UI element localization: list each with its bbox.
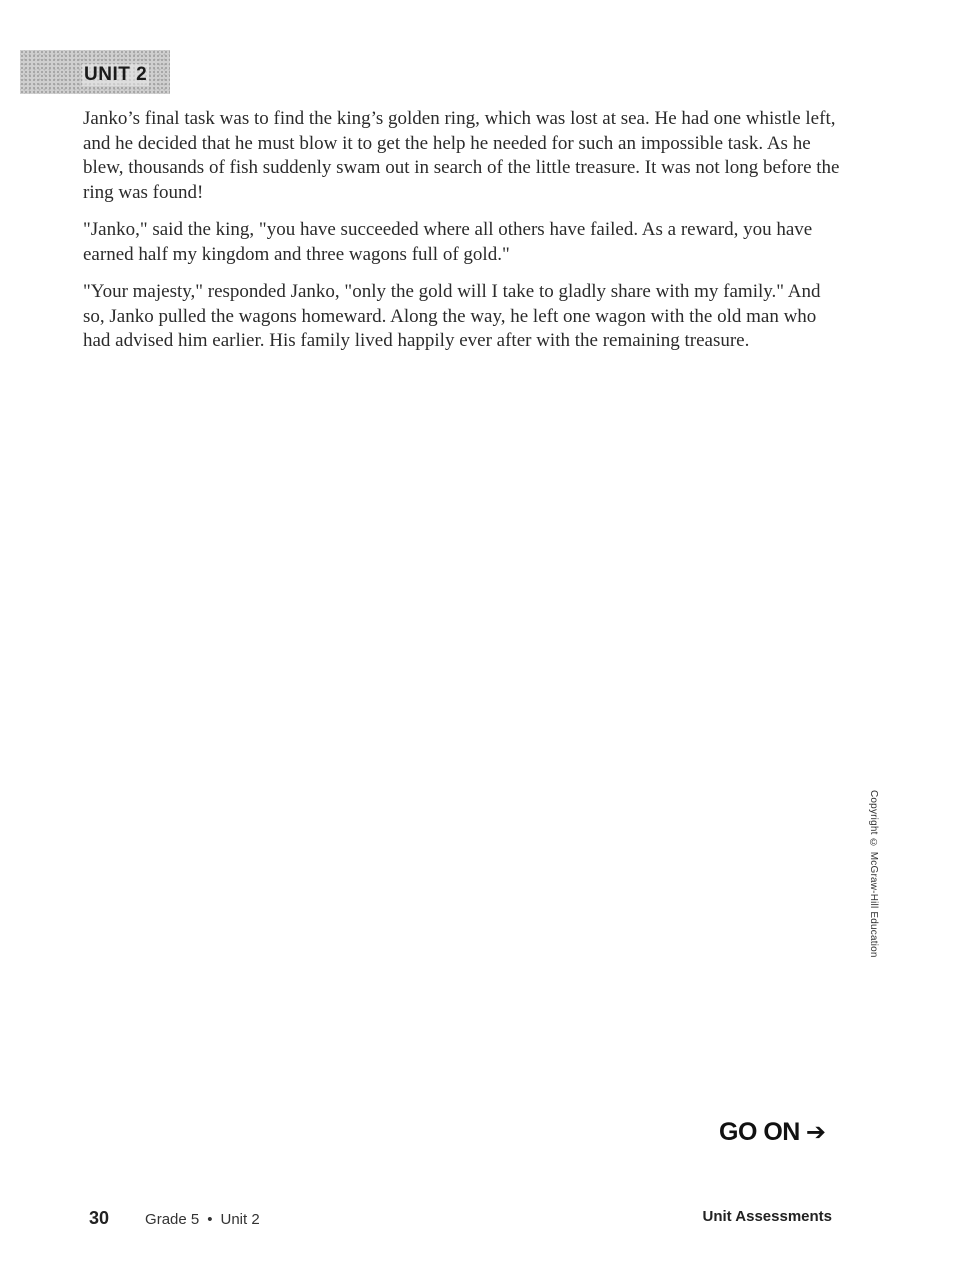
footer-grade: Grade 5 [145,1211,200,1228]
footer-left [89,1208,260,1229]
right-arrow-icon: ➔ [805,1118,826,1146]
go-on-indicator [719,1118,825,1147]
copyright-notice: Copyright © McGraw-Hill Education [868,790,879,958]
footer-separator: • [207,1211,213,1228]
unit-label: UNIT 2 [84,64,148,85]
story-paragraph: "Janko," said the king, "you have succeeded where all others have failed. As a reward, you have earned half my kingdom and three wagons full of gold." [83,219,813,265]
story-paragraph: Janko’s final task was to find the king’s golden ring, which was lost at sea. He had one whistle left, and he decided that he must blow it to get the help he needed for such an impossible task. As he blew, thousands of fish suddenly swam out in search of the little treasure. It was not long before the ring was found! [83,108,840,203]
footer-unit: Unit 2 [220,1211,260,1228]
page-number: 30 [89,1208,110,1228]
story-paragraph: "Your majesty," responded Janko, "only the gold will I take to gladly share with my family." And so, Janko pulled the wagons homeward. Along the way, he left one wagon with the old man who had advised him earlier. His family lived happily ever after with the remaining treasure. [83,281,821,351]
go-on-label: GO ON [719,1118,800,1146]
story-text [83,107,843,367]
footer-section-title: Unit Assessments [702,1208,832,1225]
